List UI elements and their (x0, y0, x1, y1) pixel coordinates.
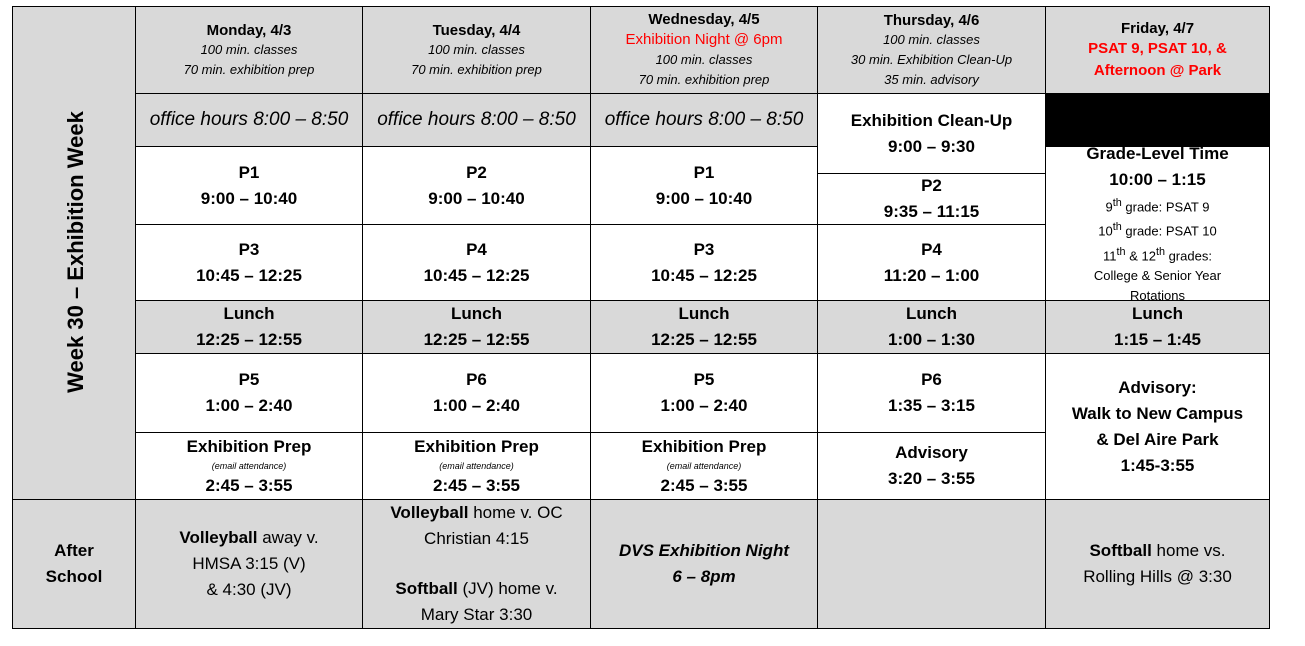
block-title: Exhibition Prep (414, 436, 539, 456)
after-school-thursday (817, 499, 1046, 629)
office-hours-monday (135, 93, 363, 147)
block-time: 10:45 – 12:25 (651, 265, 757, 285)
cleanup-thursday (817, 93, 1046, 174)
block-wednesday-p5 (590, 353, 818, 433)
blackout-friday (1045, 93, 1270, 147)
lunch-tuesday (362, 300, 591, 354)
header-monday (135, 6, 363, 94)
block-time: 10:00 – 1:15 (1109, 170, 1206, 190)
block-time: 12:25 – 12:55 (423, 330, 530, 349)
day-note: 100 min. classes (883, 31, 980, 47)
block-time: 3:20 – 3:55 (888, 469, 975, 488)
block-note: (email attendance) (211, 460, 287, 471)
grade-10-line: 10th grade: PSAT 10 (1098, 221, 1217, 239)
event-line: HMSA 3:15 (V) (192, 554, 306, 573)
day-alert: Afternoon @ Park (1093, 61, 1222, 79)
block-title: P5 (693, 370, 715, 389)
block-title: Exhibition Clean-Up (850, 110, 1013, 130)
block-time: 9:00 – 10:40 (655, 188, 753, 208)
block-time: 10:45 – 12:25 (196, 265, 302, 285)
block-title: P6 (466, 370, 487, 389)
day-alert: PSAT 9, PSAT 10, & (1088, 39, 1227, 57)
block-wednesday-p1 (590, 146, 818, 225)
block-title: Lunch (678, 304, 730, 323)
block-time: 12:25 – 12:55 (651, 330, 757, 349)
event-line: Softball (JV) home v. (395, 579, 558, 598)
day-note: 30 min. Exhibition Clean-Up (850, 51, 1013, 67)
block-time: 2:45 – 3:55 (205, 475, 293, 495)
block-detail: Walk to New Campus (1071, 403, 1244, 423)
block-thursday-p6 (817, 353, 1046, 433)
day-note: 100 min. classes (200, 41, 298, 57)
header-wednesday (590, 6, 818, 94)
after-school-friday (1045, 499, 1270, 629)
block-tuesday-p6 (362, 353, 591, 433)
block-detail: & Del Aire Park (1096, 429, 1219, 449)
office-hours-tuesday (362, 93, 591, 147)
block-title: P2 (466, 162, 487, 182)
block-time: 2:45 – 3:55 (660, 475, 748, 495)
exhibition-prep-monday (135, 432, 363, 500)
block-title: Exhibition Prep (641, 436, 767, 456)
event-line: Rolling Hills @ 3:30 (1083, 567, 1232, 586)
block-monday-p1 (135, 146, 363, 225)
block-title: Grade-Level Time (1086, 146, 1229, 164)
block-time: 2:45 – 3:55 (433, 475, 520, 495)
block-time: 1:00 – 2:40 (433, 396, 520, 415)
block-time: 1:00 – 2:40 (660, 396, 748, 415)
block-thursday-p4 (817, 224, 1046, 301)
event-line: Mary Star 3:30 (420, 605, 533, 624)
block-title: P2 (921, 176, 942, 195)
day-note: 100 min. classes (655, 52, 753, 67)
after-school-label-cell (12, 499, 136, 629)
day-note: 35 min. advisory (884, 71, 979, 87)
block-time: 9:00 – 10:40 (428, 188, 525, 208)
block-title: Lunch (906, 304, 957, 323)
grade-11-12-line: 11th & 12th grades: (1103, 245, 1212, 263)
event-line: 6 – 8pm (672, 567, 736, 586)
lunch-thursday (817, 300, 1046, 354)
after-school-wednesday (590, 499, 818, 629)
office-hours-text: office hours 8:00 – 8:50 (604, 109, 804, 130)
block-monday-p3 (135, 224, 363, 301)
block-wednesday-p3 (590, 224, 818, 301)
block-title: P3 (693, 239, 715, 259)
block-time: 1:35 – 3:15 (888, 396, 975, 415)
block-title: Lunch (451, 304, 502, 323)
block-time: 11:20 – 1:00 (883, 265, 980, 285)
block-time: 9:00 – 10:40 (200, 188, 298, 208)
exhibition-prep-tuesday (362, 432, 591, 500)
event-line: Christian 4:15 (424, 529, 529, 548)
block-thursday-p2 (817, 173, 1046, 225)
office-hours-text: office hours 8:00 – 8:50 (149, 109, 349, 130)
block-time: 1:45-3:55 (1120, 455, 1195, 475)
block-monday-p5 (135, 353, 363, 433)
block-tuesday-p1 (362, 146, 591, 225)
event-line: & 4:30 (JV) (206, 580, 292, 599)
event-line: DVS Exhibition Night (619, 541, 789, 560)
day-title: Wednesday, 4/5 (648, 11, 760, 28)
block-time: 1:00 – 2:40 (205, 396, 293, 415)
day-note: 70 min. exhibition prep (411, 61, 542, 77)
block-title: Exhibition Prep (186, 436, 312, 456)
event-line: Softball home vs. (1089, 541, 1226, 560)
grade-11-12-detail: Rotations (1130, 288, 1185, 301)
grade-11-12-detail: College & Senior Year (1093, 268, 1222, 283)
after-school-label: School (45, 567, 103, 586)
after-school-tuesday (362, 499, 591, 629)
block-friday-advisory (1045, 353, 1270, 500)
office-hours-wednesday (590, 93, 818, 147)
block-tuesday-p4 (362, 224, 591, 301)
day-title: Tuesday, 4/4 (432, 21, 521, 39)
day-note: 70 min. exhibition prep (183, 61, 315, 77)
block-note: (email attendance) (666, 460, 742, 471)
day-note: 100 min. classes (428, 41, 525, 57)
block-title: P4 (921, 239, 942, 259)
block-title: P1 (238, 162, 260, 182)
block-time: 1:00 – 1:30 (888, 330, 975, 349)
after-school-label: After (54, 541, 94, 560)
event-line: Volleyball home v. OC (390, 503, 563, 522)
lunch-wednesday (590, 300, 818, 354)
after-school-monday (135, 499, 363, 629)
day-title: Thursday, 4/6 (883, 11, 980, 29)
day-alert: Exhibition Night @ 6pm (625, 31, 783, 48)
lunch-friday (1045, 300, 1270, 354)
day-title: Monday, 4/3 (206, 21, 292, 39)
grade-9-line: 9th grade: PSAT 9 (1105, 197, 1210, 215)
block-title: Lunch (223, 304, 275, 323)
block-time: 9:35 – 11:15 (883, 202, 980, 221)
block-title: P3 (238, 239, 260, 259)
block-friday-grade-level (1045, 146, 1270, 301)
event-line: Volleyball away v. (179, 528, 319, 547)
block-time: 9:00 – 9:30 (888, 136, 975, 156)
block-time: 10:45 – 12:25 (423, 265, 530, 285)
block-time: 12:25 – 12:55 (196, 330, 302, 349)
block-title: P5 (238, 370, 260, 389)
block-note: (email attendance) (439, 460, 514, 471)
day-note: 70 min. exhibition prep (638, 72, 770, 87)
block-title: P6 (921, 370, 942, 389)
header-friday (1045, 6, 1270, 94)
header-tuesday (362, 6, 591, 94)
exhibition-prep-wednesday (590, 432, 818, 500)
block-title: P4 (466, 239, 487, 259)
block-time: 1:15 – 1:45 (1114, 330, 1201, 349)
block-title: Lunch (1132, 304, 1183, 323)
week-label: Week 30 – Exhibition Week (63, 111, 88, 393)
block-title: P1 (693, 162, 715, 182)
block-title: Advisory: (1118, 377, 1197, 397)
office-hours-text: office hours 8:00 – 8:50 (377, 109, 576, 130)
block-title: Advisory (895, 443, 968, 462)
advisory-thursday (817, 432, 1046, 500)
day-title: Friday, 4/7 (1120, 19, 1195, 37)
lunch-monday (135, 300, 363, 354)
header-thursday (817, 6, 1046, 94)
